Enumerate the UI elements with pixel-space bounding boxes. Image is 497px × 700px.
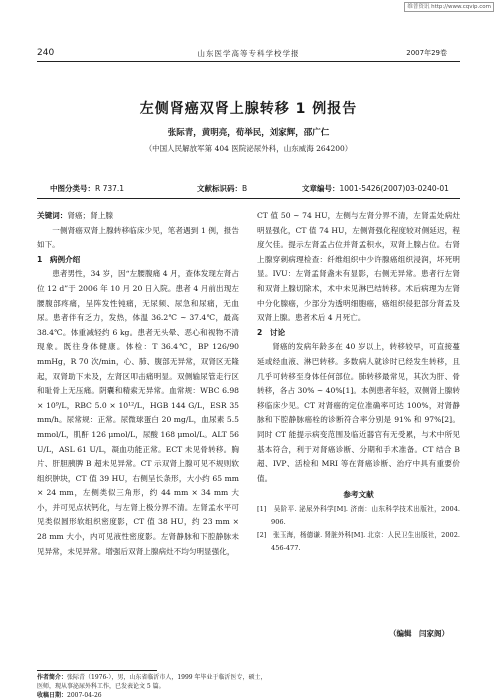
doc-code-label: 文献标识码： <box>197 184 242 193</box>
case-paragraph: 患者男性，34 岁，因“左腰腹痛 4 月，查体发现左肾占位 12 d”于 2006 年 10 月 20 日入院。患者 4 月前出现左腰腹部疼痛，呈阵发性钝痛，无尿频、尿急和尿痛，无血尿。患者伴有乏力，发热，体温 36.2℃ ~ 37.4℃，最高 38.4℃。体重减轻约 6 kg。患者无头晕、恶心和视物不清现象。既往身体健康。体检：T 36.4℃，BP 126/90 mmHg，R 70 次/min，心、肺、腹部无异常，双肾区无隆起，双肾助下未及，左肾区叩击痛明显。双侧输尿管走行区和耻骨上无压痛。阴囊和精索无异常。血常规：WBC 6.98 × 10⁹/L，RBC 5.0 × 10¹²/L，HGB 144 G/L，ESR 35 mm/h。尿常规：正常。尿微球蛋白 20 mg/L，血尿素 5.5 mmol/L，肌酐 126 μmol/L，尿酸 168 μmol/L。ALT 56 U/L，ASL 61 U/L，凝血功能正常。ECT 未见骨转移。胸片、肝胆胰脾 B 超未见异常。CT 示双肾上腺可见不规则软组织肿块，CT 值 39 HU，右侧呈长条形，大小约 65 mm × 24 mm，左侧类似三角形，约 44 mm × 34 mm 大小，并可见点状钙化，与左肾上极分界不清。左肾孟水平可见类似圆形软组织密度影，CT 值 38 HU，约 23 mm × 28 mm 大小，内可见液性密度影。左肾静脉和下腔静脉未见异常，未见异常。增强后双肾上腺病灶不均匀明显强化， <box>37 269 239 556</box>
article-id-value: 1001-5426(2007)03-0240-01 <box>339 184 449 193</box>
discussion-paragraph: 肾癌的发病年龄多在 40 岁以上，转移较早，可直接蔓延或经血液、淋巴转移。多数病人就诊时已经发生转移，且几乎可转移至身体任何部位。肺转移最常见，其次为肝、骨转移，各占 30% ~ 40%[1]。本例患者年轻，双侧肾上腺转移临床少见。CT 对肾癌的定位准确率可达 100%，对肾静脉和下腔静脉癌栓的诊断符合率分别是 91% 和 97%[2]。同时 CT 能提示病变范围及临近器官有无受累，与术中所见基本符合，利于对肾癌诊断、分期和手术准备。CT 结合 B 超、IVP、活检和 MRI 等在肾癌诊断、治疗中具有重要价值。 <box>257 342 460 483</box>
keywords <box>37 209 239 224</box>
meta-rule <box>37 198 460 199</box>
author-bio-label: 作者简介： <box>37 674 68 681</box>
case-paragraph-continued: CT 值 50 ~ 74 HU，左侧与左肾分界不清，左肾盂处病灶明显强化，CT 值 74 HU，左侧肾强化程度较对侧延迟，程度欠佳。提示左肾孟占位并肾孟积水，双肾上腺占位。右肾上腺穿刺病理检查：纤维组织中少许腺癌组织浸润，坏死明显。IVU：左肾孟肾盏未有显影，右侧无异常。患者行左肾和双肾上腺切除术，术中未见淋巴结转移。术后病理为左肾中分化腺癌，少部分为透明细胞癌，癌组织侵犯部分肾盂及双肾上腺。患者术后 4 月死亡。 <box>257 211 460 323</box>
author-bio <box>37 673 267 691</box>
references-heading: 参考文献 <box>343 490 374 500</box>
header-rule <box>37 61 460 62</box>
right-column <box>257 209 460 555</box>
received-label: 收稿日期： <box>37 692 68 699</box>
intro-paragraph: 一侧肾癌双肾上腺转移临床少见，笔者遇到 1 例，报告如下。 <box>37 225 239 250</box>
watermark: 维普资讯 http://www.cqvip.com <box>404 2 494 12</box>
section-heading-case: 1 病例介绍 <box>37 254 81 264</box>
editor-credit: （编辑 闫家阁） <box>389 629 449 638</box>
article-id <box>302 183 449 194</box>
article-affiliation: （中国人民解放军第 404 医院泌尿外科，山东威海 264200） <box>144 144 353 153</box>
footnote-rule <box>37 670 157 671</box>
journal-issue: 2007年29卷 <box>406 49 447 57</box>
section-heading-discussion: 2 讨论 <box>257 327 286 337</box>
clc-value: R 737.1 <box>95 184 125 193</box>
journal-name: 山东医学高等专科学校学报 <box>197 49 300 58</box>
reference-item: [2] 张玉海，杨德谦. 肾脏外科[M]. 北京：人民卫生出版社，2002. 456-477. <box>257 530 460 552</box>
keywords-label: 关键词： <box>37 211 68 220</box>
footnote <box>37 673 267 700</box>
received-value: 2007-04-26 <box>67 692 102 699</box>
clc-number <box>50 183 124 194</box>
left-column <box>37 209 239 559</box>
article-title: 左侧肾癌双肾上腺转移 1 例报告 <box>139 101 358 117</box>
clc-label: 中图分类号： <box>50 184 95 193</box>
document-code <box>197 183 247 194</box>
article-id-label: 文章编号： <box>302 184 340 193</box>
received-date <box>37 691 267 700</box>
doc-code-value: B <box>242 184 248 193</box>
keywords-value: 肾癌；肾上腺 <box>67 211 113 220</box>
author-bio-text: 张际青（1976-），男，山东省临沂市人，1999 年毕业于临沂医专，硕士，医师，现从事泌尿外科工作，已发表论文 5 篇。 <box>37 674 267 690</box>
page-number: 240 <box>37 48 55 58</box>
reference-item: [1] 吴阶平. 泌尿外科学[M]. 济南：山东科学技术出版社，2004. 906. <box>257 504 460 526</box>
article-authors: 张际青，黄明亮，荀举民，刘家辉，邵广仁 <box>167 128 330 138</box>
